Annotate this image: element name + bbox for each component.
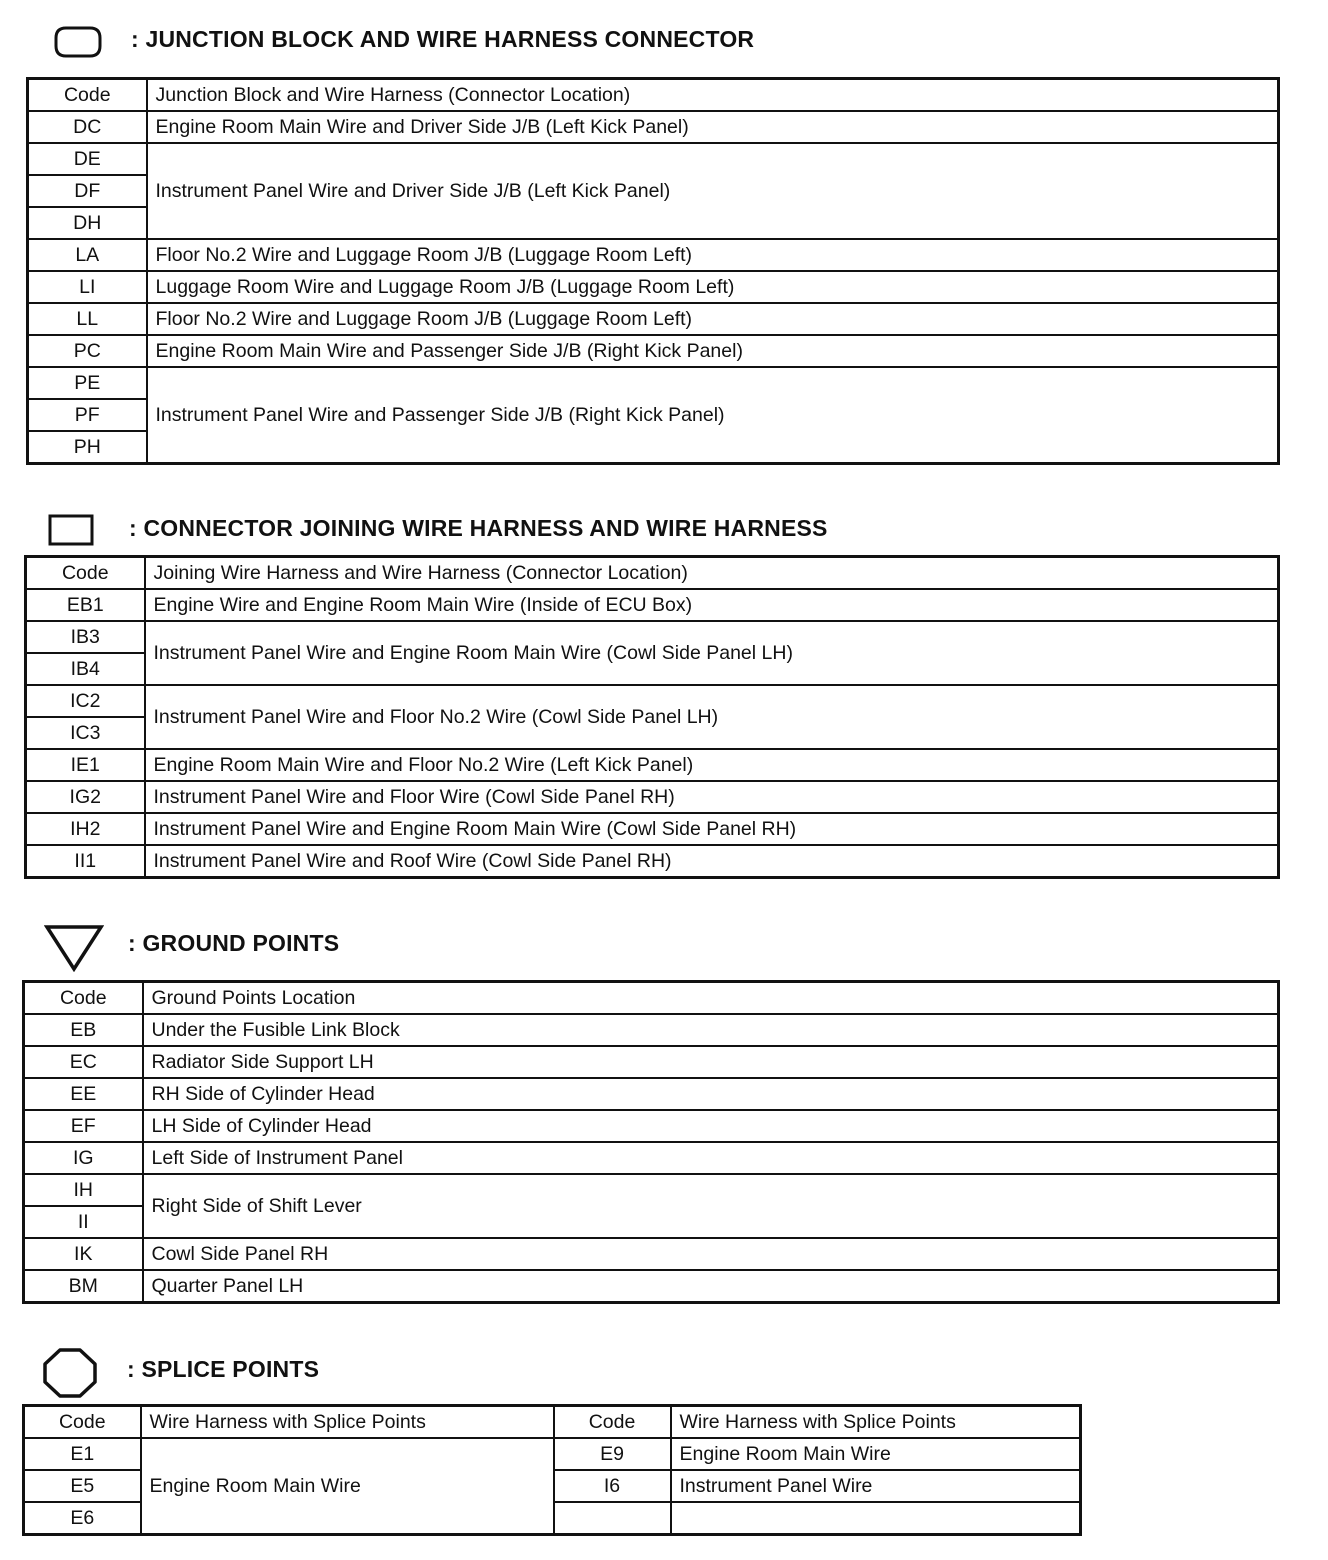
junction-section-heading (0, 22, 900, 58)
description-cell: Instrument Panel Wire and Floor Wire (Cowl Side Panel RH) (145, 781, 1279, 813)
code-cell: PC (28, 335, 147, 367)
code-cell: LI (28, 271, 147, 303)
connector-section-heading (0, 510, 950, 548)
table-row (24, 1438, 1081, 1470)
code-cell: BM (24, 1270, 143, 1303)
code-cell: DC (28, 111, 147, 143)
table-row (24, 1174, 1279, 1206)
table-row (26, 589, 1279, 621)
description-cell: Engine Wire and Engine Room Main Wire (Inside of ECU Box) (145, 589, 1279, 621)
table-row (24, 1270, 1279, 1303)
description-cell: Instrument Panel Wire and Driver Side J/B (Left Kick Panel) (147, 143, 1279, 239)
code-cell: LA (28, 239, 147, 271)
code-cell: II1 (26, 845, 145, 878)
junction-table (26, 77, 1280, 465)
description-cell: Instrument Panel Wire (671, 1470, 1081, 1502)
table-row (24, 1078, 1279, 1110)
code-cell: IH2 (26, 813, 145, 845)
code-cell: PE (28, 367, 147, 399)
ground-section-title: : GROUND POINTS (128, 930, 340, 956)
table-header-row (24, 982, 1279, 1015)
table-row (28, 111, 1279, 143)
description-header: Junction Block and Wire Harness (Connector Location) (147, 79, 1279, 112)
description-header: Ground Points Location (143, 982, 1279, 1015)
description-header-left: Wire Harness with Splice Points (141, 1406, 554, 1439)
rectangle-icon (48, 514, 94, 552)
table-row (28, 303, 1279, 335)
code-cell: E9 (554, 1438, 671, 1470)
splice-table (22, 1404, 1082, 1536)
description-cell: Radiator Side Support LH (143, 1046, 1279, 1078)
code-cell: EB1 (26, 589, 145, 621)
description-cell: Engine Room Main Wire (141, 1438, 554, 1535)
table-row (26, 621, 1279, 653)
code-cell: DE (28, 143, 147, 175)
code-cell (554, 1502, 671, 1535)
code-header: Code (24, 982, 143, 1015)
description-cell: Engine Room Main Wire (671, 1438, 1081, 1470)
rounded-oval-icon (54, 26, 102, 64)
code-header: Code (28, 79, 147, 112)
code-cell: IB3 (26, 621, 145, 653)
description-cell: Engine Room Main Wire and Floor No.2 Wire (Left Kick Panel) (145, 749, 1279, 781)
code-cell: IB4 (26, 653, 145, 685)
table-row (28, 271, 1279, 303)
table-row (24, 1110, 1279, 1142)
table-row (24, 1238, 1279, 1270)
table-row (28, 335, 1279, 367)
description-cell: Floor No.2 Wire and Luggage Room J/B (Luggage Room Left) (147, 239, 1279, 271)
description-cell: RH Side of Cylinder Head (143, 1078, 1279, 1110)
table-row (26, 781, 1279, 813)
splice-section-heading (0, 1344, 600, 1400)
code-header-left: Code (24, 1406, 141, 1439)
table-header-row (28, 79, 1279, 112)
description-cell: Floor No.2 Wire and Luggage Room J/B (Luggage Room Left) (147, 303, 1279, 335)
splice-section-title: : SPLICE POINTS (127, 1356, 320, 1382)
code-cell: IC3 (26, 717, 145, 749)
description-cell: Instrument Panel Wire and Floor No.2 Wire (Cowl Side Panel LH) (145, 685, 1279, 749)
code-header-right: Code (554, 1406, 671, 1439)
ground-table (22, 980, 1280, 1304)
description-cell: Left Side of Instrument Panel (143, 1142, 1279, 1174)
code-cell: EB (24, 1014, 143, 1046)
table-row (26, 749, 1279, 781)
description-cell: Instrument Panel Wire and Engine Room Main Wire (Cowl Side Panel RH) (145, 813, 1279, 845)
code-cell: PF (28, 399, 147, 431)
table-header-row (26, 557, 1279, 590)
code-cell: II (24, 1206, 143, 1238)
code-cell: IG2 (26, 781, 145, 813)
table-row (24, 1014, 1279, 1046)
description-header-right: Wire Harness with Splice Points (671, 1406, 1081, 1439)
ground-section-heading (0, 920, 600, 972)
table-row (28, 143, 1279, 175)
description-cell: Instrument Panel Wire and Engine Room Main Wire (Cowl Side Panel LH) (145, 621, 1279, 685)
description-cell: Under the Fusible Link Block (143, 1014, 1279, 1046)
connector-table (24, 555, 1280, 879)
description-cell: Quarter Panel LH (143, 1270, 1279, 1303)
code-cell: E6 (24, 1502, 141, 1535)
code-cell: IG (24, 1142, 143, 1174)
down-triangle-icon (44, 922, 104, 978)
description-cell: Luggage Room Wire and Luggage Room J/B (Luggage Room Left) (147, 271, 1279, 303)
code-cell: EC (24, 1046, 143, 1078)
code-cell: EE (24, 1078, 143, 1110)
table-row (24, 1046, 1279, 1078)
table-row (26, 813, 1279, 845)
code-cell: I6 (554, 1470, 671, 1502)
description-cell: Engine Room Main Wire and Driver Side J/B (Left Kick Panel) (147, 111, 1279, 143)
code-cell: E1 (24, 1438, 141, 1470)
octagon-icon (42, 1347, 98, 1405)
code-cell: IC2 (26, 685, 145, 717)
code-cell: E5 (24, 1470, 141, 1502)
code-cell: LL (28, 303, 147, 335)
table-row (24, 1142, 1279, 1174)
table-row (26, 685, 1279, 717)
table-header-row (24, 1406, 1081, 1439)
code-cell: IK (24, 1238, 143, 1270)
code-cell: DF (28, 175, 147, 207)
code-cell: IE1 (26, 749, 145, 781)
table-row (28, 367, 1279, 399)
description-cell (671, 1502, 1081, 1535)
code-cell: DH (28, 207, 147, 239)
table-row (26, 845, 1279, 878)
table-row (28, 239, 1279, 271)
description-cell: Cowl Side Panel RH (143, 1238, 1279, 1270)
description-cell: Right Side of Shift Lever (143, 1174, 1279, 1238)
description-cell: Engine Room Main Wire and Passenger Side J/B (Right Kick Panel) (147, 335, 1279, 367)
description-cell: Instrument Panel Wire and Roof Wire (Cowl Side Panel RH) (145, 845, 1279, 878)
code-cell: PH (28, 431, 147, 464)
code-header: Code (26, 557, 145, 590)
description-cell: Instrument Panel Wire and Passenger Side J/B (Right Kick Panel) (147, 367, 1279, 464)
description-header: Joining Wire Harness and Wire Harness (Connector Location) (145, 557, 1279, 590)
description-cell: LH Side of Cylinder Head (143, 1110, 1279, 1142)
connector-section-title: : CONNECTOR JOINING WIRE HARNESS AND WIRE HARNESS (129, 515, 828, 541)
code-cell: EF (24, 1110, 143, 1142)
code-cell: IH (24, 1174, 143, 1206)
junction-section-title: : JUNCTION BLOCK AND WIRE HARNESS CONNECTOR (131, 26, 755, 52)
